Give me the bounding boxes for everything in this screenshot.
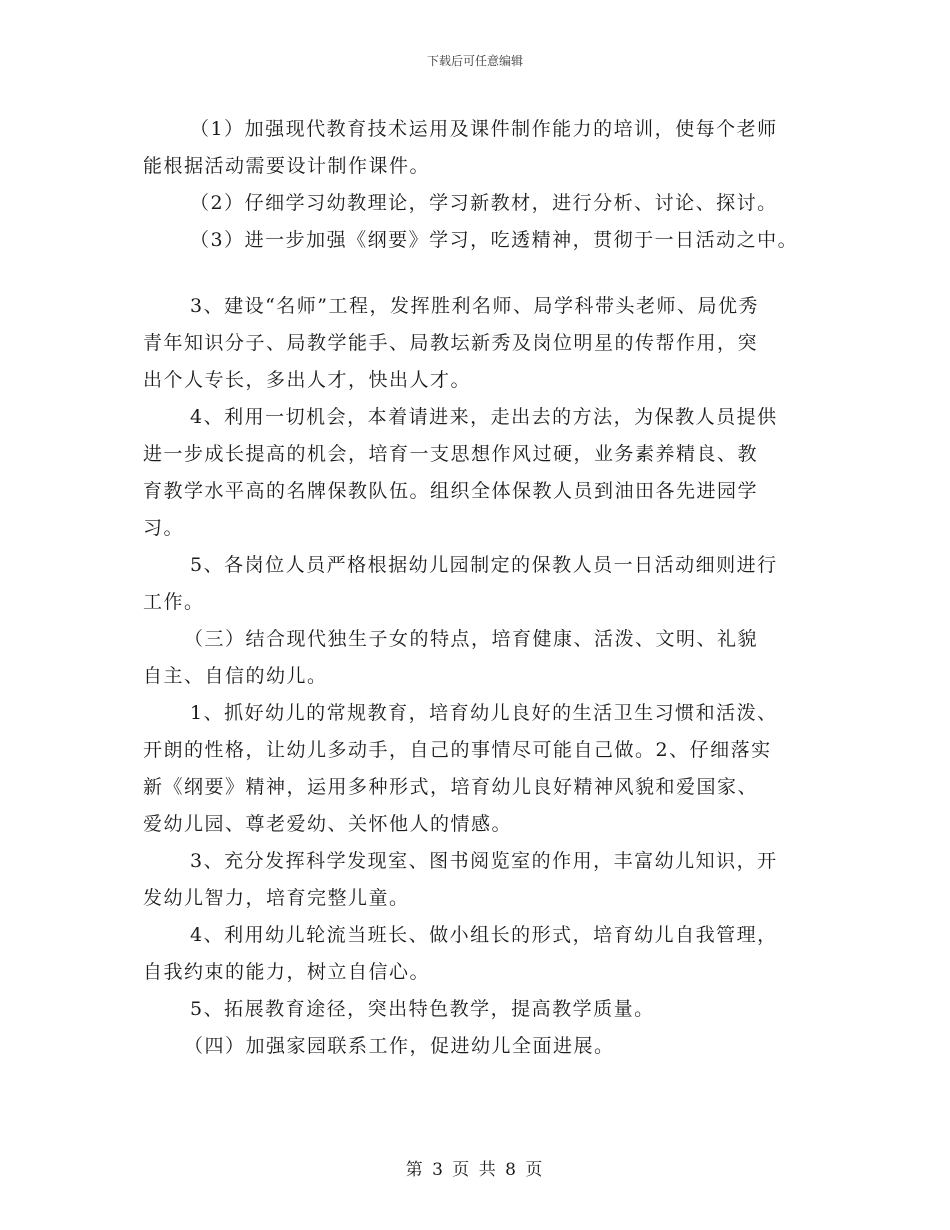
section-heading: （四）加强家园联系工作，促进幼儿全面进展。 [184,1035,615,1057]
text-line: 能根据活动需要设计制作课件。 [143,155,431,177]
text-line: 4、利用一切机会，本着请进来，走出去的方法，为保教人员提供 [190,406,778,428]
text-line: 出个人专长，多出人才，快出人才。 [143,369,472,391]
text-line: 开朗的性格，让幼儿多动手，自己的事情尽可能自己做。2、仔细落实 [143,739,772,761]
text-line: 习。 [143,517,185,539]
text-line: 1、抓好幼儿的常规教育，培育幼儿良好的生活卫生习惯和活泼、 [190,702,778,724]
text-line: （2）仔细学习幼教理论，学习新教材，进行分析、讨论、探讨。 [190,192,778,214]
text-line: 爱幼儿园、尊老爱幼、关怀他人的情感。 [143,813,513,835]
text-line: 3、充分发挥科学发现室、图书阅览室的作用，丰富幼儿知识，开 [190,850,778,872]
text-line: 工作。 [143,591,205,613]
text-line: 自我约束的能力，树立自信心。 [143,961,431,983]
text-line: 新《纲要》精神，运用多种形式，培育幼儿良好精神风貌和爱国家、 [143,776,759,798]
text-line: 5、各岗位人员严格根据幼儿园制定的保教人员一日活动细则进行 [190,554,778,576]
text-line: （1）加强现代教育技术运用及课件制作能力的培训，使每个老师 [190,118,778,140]
page-header: 下载后可任意编辑 [426,54,523,68]
text-line: 5、拓展教育途径，突出特色教学，提高教学质量。 [190,998,655,1020]
text-line: 发幼儿智力，培育完整儿童。 [143,887,410,909]
section-heading: （三）结合现代独生子女的特点，培育健康、活泼、文明、礼貌 [184,628,759,650]
page-number: 第 3 页 共 8 页 [405,1160,545,1180]
text-line: 自主、自信的幼儿。 [143,665,328,687]
text-line: （3）进一步加强《纲要》学习，吃透精神，贯彻于一日活动之中。 [190,229,799,251]
text-line: 3、建设“名师”工程，发挥胜利名师、局学科带头老师、局优秀 [190,295,760,317]
text-line: 育教学水平高的名牌保教队伍。组织全体保教人员到油田各先进园学 [143,480,759,502]
text-line: 青年知识分子、局教学能手、局教坛新秀及岗位明星的传帮作用，突 [143,332,759,354]
text-line: 进一步成长提高的机会，培育一支思想作风过硬，业务素养精良、教 [143,443,759,465]
text-line: 4、利用幼儿轮流当班长、做小组长的形式，培育幼儿自我管理， [190,924,778,946]
